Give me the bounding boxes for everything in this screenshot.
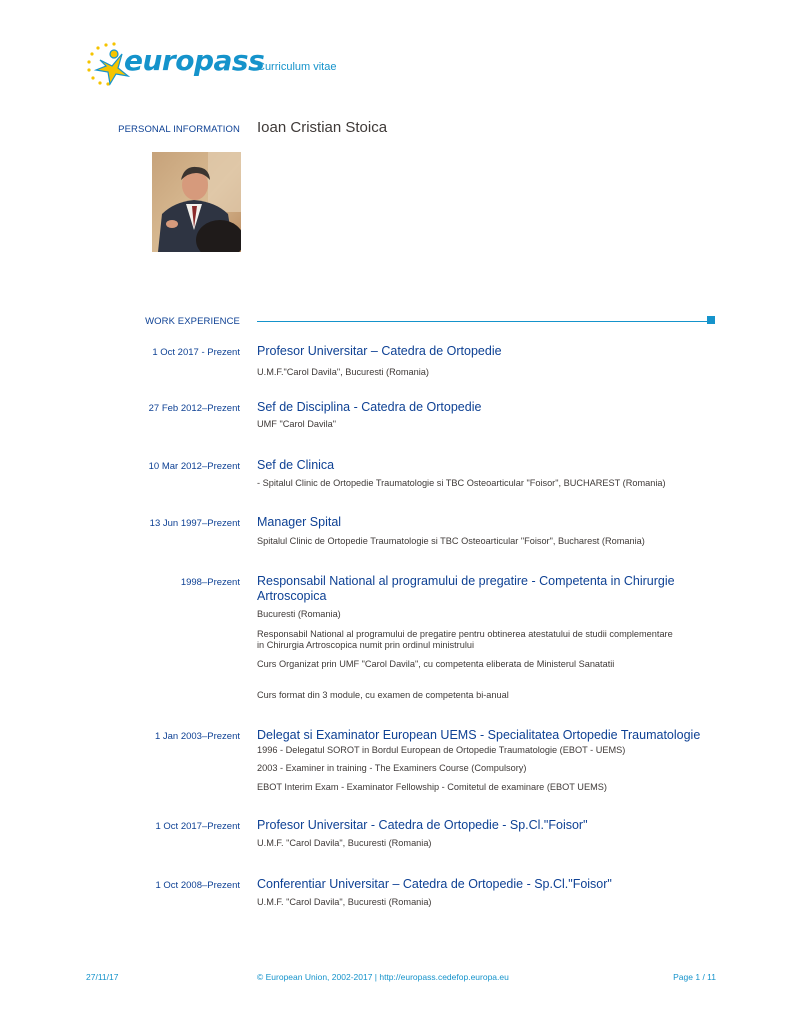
profile-photo-image bbox=[152, 152, 241, 252]
entry-date: 10 Mar 2012–Prezent bbox=[148, 461, 240, 472]
europass-logo bbox=[84, 40, 265, 88]
footer-page-number: Page 1 / 11 bbox=[673, 972, 716, 982]
entry-detail: U.M.F. "Carol Davila", Bucuresti (Romania) bbox=[257, 838, 432, 848]
entry-role: Manager Spital bbox=[257, 515, 342, 529]
entry-detail: UMF "Carol Davila" bbox=[257, 419, 337, 429]
entry-role-continued: Artroscopica bbox=[257, 589, 327, 603]
entry-role: Profesor Universitar - Catedra de Ortopedie - Sp.Cl."Foisor" bbox=[257, 818, 588, 832]
entry-detail: Curs format din 3 module, cu examen de competenta bi-anual bbox=[257, 690, 509, 700]
personal-information-label: PERSONAL INFORMATION bbox=[118, 124, 240, 135]
entry-detail: Curs Organizat prin UMF "Carol Davila", cu competenta eliberata de Ministerul Sanatatii bbox=[257, 659, 615, 669]
entry-detail: - Spitalul Clinic de Ortopedie Traumatologie si TBC Osteoarticular "Foisor", BUCHAREST (Romania) bbox=[257, 478, 666, 488]
entry-detail: 1996 - Delegatul SOROT in Bordul European de Ortopedie Traumatologie (EBOT - UEMS) bbox=[257, 745, 626, 755]
footer-copyright: © European Union, 2002-2017 | http://europass.cedefop.europa.eu bbox=[257, 972, 509, 982]
entry-detail: U.M.F. "Carol Davila", Bucuresti (Romania) bbox=[257, 897, 432, 907]
entry-detail: Bucuresti (Romania) bbox=[257, 609, 341, 619]
section-divider-marker bbox=[707, 316, 715, 324]
entry-role: Conferentiar Universitar – Catedra de Ortopedie - Sp.Cl."Foisor" bbox=[257, 877, 612, 891]
entry-date: 1 Jan 2003–Prezent bbox=[154, 731, 240, 742]
entry-date: 1998–Prezent bbox=[180, 577, 240, 588]
entry-detail: Responsabil National al programului de pregatire pentru obtinerea atestatului de studii complementare bbox=[257, 629, 673, 639]
footer-date: 27/11/17 bbox=[86, 972, 119, 982]
entry-date: 1 Oct 2017–Prezent bbox=[155, 821, 240, 832]
cv-title: Curriculum vitae bbox=[257, 61, 337, 73]
profile-photo bbox=[152, 152, 241, 252]
entry-role: Responsabil National al programului de pregatire - Competenta in Chirurgie bbox=[257, 574, 675, 588]
entry-date: 1 Oct 2008–Prezent bbox=[155, 880, 240, 891]
entry-detail: EBOT Interim Exam - Examinator Fellowship - Comitetul de examinare (EBOT UEMS) bbox=[257, 782, 607, 792]
work-experience-label: WORK EXPERIENCE bbox=[145, 316, 240, 327]
europass-logo-text: europass bbox=[124, 44, 265, 77]
entry-detail: 2003 - Examiner in training - The Examiners Course (Compulsory) bbox=[257, 763, 527, 773]
entry-role: Sef de Clinica bbox=[257, 458, 335, 472]
entry-date: 1 Oct 2017 - Prezent bbox=[152, 347, 240, 358]
entry-detail: U.M.F."Carol Davila", Bucuresti (Romania) bbox=[257, 367, 429, 377]
entry-role: Profesor Universitar – Catedra de Ortopedie bbox=[257, 344, 502, 358]
person-name: Ioan Cristian Stoica bbox=[257, 119, 388, 136]
entry-date: 13 Jun 1997–Prezent bbox=[149, 518, 240, 529]
entry-detail: in Chirurgia Artroscopica numit prin ordinul ministrului bbox=[257, 640, 475, 650]
section-divider bbox=[257, 321, 707, 322]
entry-role: Delegat si Examinator European UEMS - Specialitatea Ortopedie Traumatologie bbox=[257, 728, 701, 742]
entry-role: Sef de Disciplina - Catedra de Ortopedie bbox=[257, 400, 482, 414]
entry-detail: Spitalul Clinic de Ortopedie Traumatologie si TBC Osteoarticular "Foisor", Bucharest (Romania) bbox=[257, 536, 645, 546]
entry-date: 27 Feb 2012–Prezent bbox=[148, 403, 240, 414]
